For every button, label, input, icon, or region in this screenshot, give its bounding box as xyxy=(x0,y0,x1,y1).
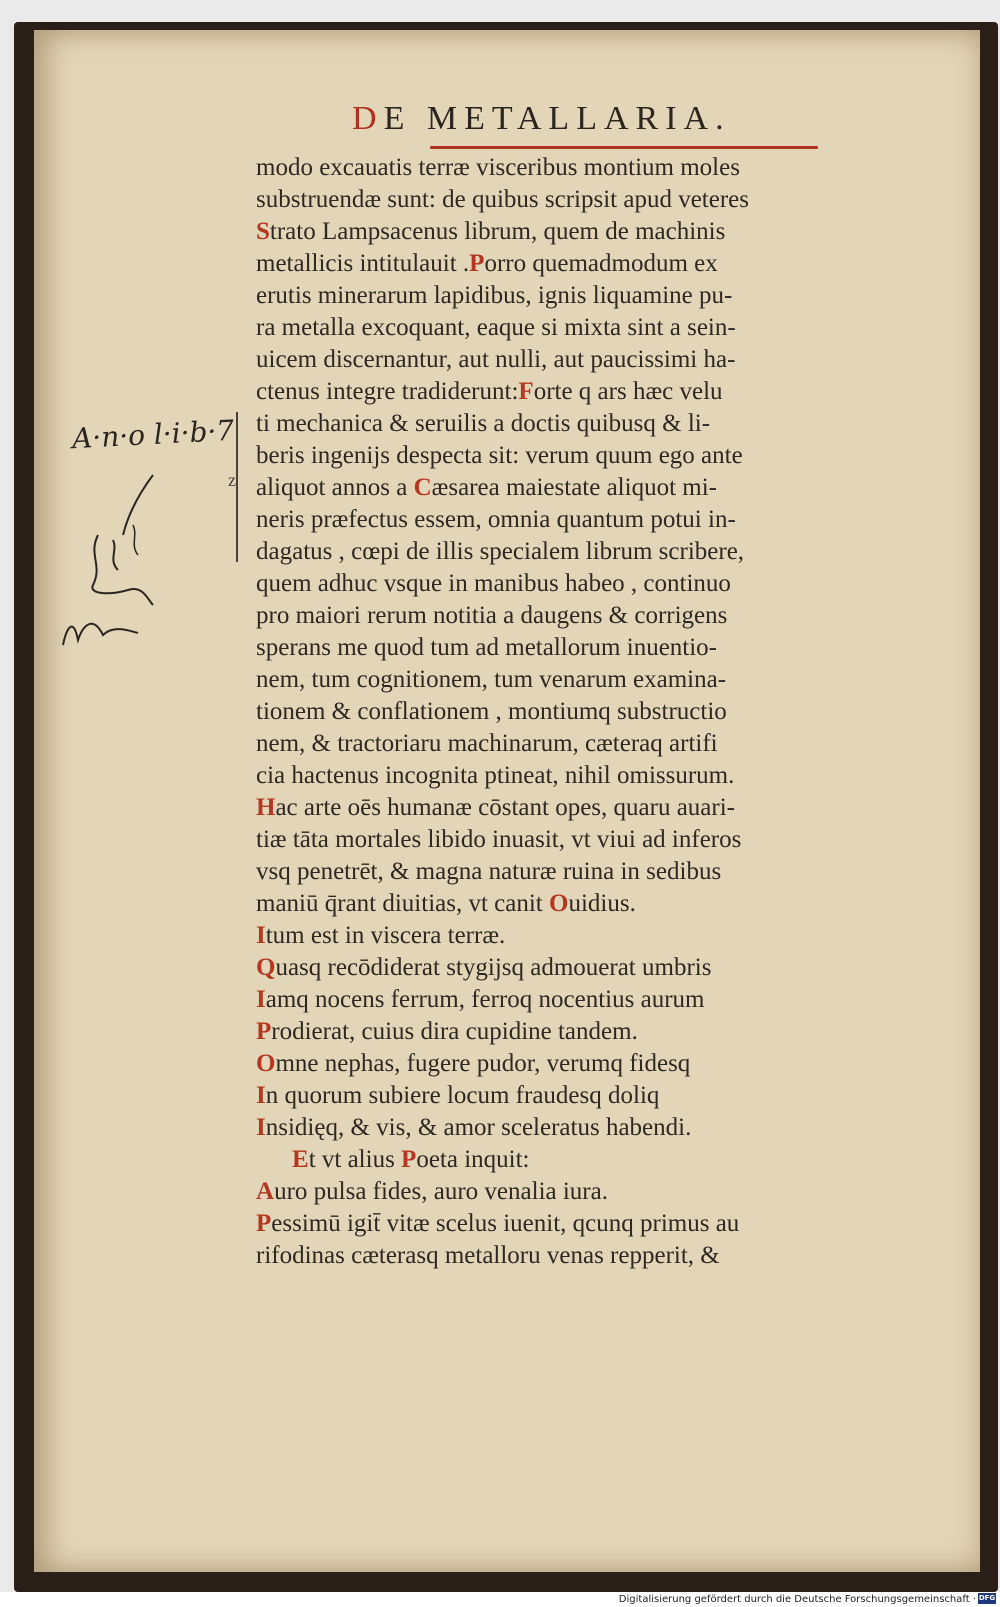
text-line xyxy=(256,216,926,248)
line-text: tum est in viscera terræ. xyxy=(265,922,506,949)
line-text: modo excauatis terræ visceribus montium moles xyxy=(256,154,740,181)
line-text: æsarea maiestate aliquot mi- xyxy=(431,474,717,501)
text-line xyxy=(256,1048,926,1080)
rubricated-initial: I xyxy=(256,1082,266,1109)
text-line xyxy=(256,248,926,280)
line-text: maniū q̄rant diuitias, vt canit xyxy=(256,890,549,917)
header-initial: D xyxy=(352,100,384,137)
line-text: uro pulsa fides, auro venalia iura. xyxy=(274,1178,608,1205)
line-text: tionem & conflationem , montiumq substructio xyxy=(256,698,727,725)
text-line xyxy=(256,536,926,568)
text-line xyxy=(256,152,926,184)
line-text: tiæ tāta mortales libido inuasit, vt viui ad inferos xyxy=(256,826,742,853)
text-line xyxy=(256,184,926,216)
text-line xyxy=(256,824,926,856)
text-line xyxy=(256,1144,926,1176)
line-text: beris ingenijs despecta sit: verum quum ego ante xyxy=(256,442,743,469)
text-line xyxy=(256,312,926,344)
text-line xyxy=(256,1080,926,1112)
line-text: rodierat, cuius dira cupidine tandem. xyxy=(271,1018,638,1045)
line-text: substruendæ sunt: de quibus scripsit apud veteres xyxy=(256,186,749,213)
text-line xyxy=(256,600,926,632)
line-text: neris præfectus essem, omnia quantum potui in- xyxy=(256,506,736,533)
text-line xyxy=(256,888,926,920)
line-text: quem adhuc vsque in manibus habeo , continuo xyxy=(256,570,731,597)
line-text: dagatus , cœpi de illis specialem librum scribere, xyxy=(256,538,745,565)
bracket-mark: z xyxy=(228,470,236,490)
text-line xyxy=(256,1240,926,1272)
text-line xyxy=(256,920,926,952)
line-text: nem, & tractoriaru machinarum, cæteraq artifi xyxy=(256,730,718,757)
rubricated-initial: E xyxy=(292,1146,309,1173)
text-line xyxy=(256,408,926,440)
line-text: essimū igit̄ vitæ scelus iuenit, qcunq primus au xyxy=(271,1210,740,1237)
line-text: amq nocens ferrum, ferroq nocentius aurum xyxy=(265,986,705,1013)
line-text: erutis minerarum lapidibus, ignis liquamine pu- xyxy=(256,282,733,309)
line-text: ctenus integre tradiderunt: xyxy=(256,378,519,405)
line-text: oeta inquit: xyxy=(416,1146,530,1173)
line-text: metallicis intitulauit . xyxy=(256,250,470,277)
rubricated-initial: O xyxy=(256,1050,276,1077)
text-line xyxy=(256,760,926,792)
text-line xyxy=(256,856,926,888)
text-line xyxy=(256,984,926,1016)
text-line xyxy=(256,1112,926,1144)
rubricated-initial: S xyxy=(256,218,270,245)
rubricated-initial: P xyxy=(469,250,485,277)
text-line xyxy=(256,376,926,408)
line-text: ac arte oēs humanæ cōstant opes, quaru auari- xyxy=(275,794,735,821)
text-line xyxy=(256,472,926,504)
line-text: ti mechanica & seruilis a doctis quibusq & li- xyxy=(256,410,711,437)
line-text: nem, tum cognitionem, tum venarum examina- xyxy=(256,666,727,693)
text-line xyxy=(256,344,926,376)
line-text: uicem discernantur, aut nulli, aut paucissimi ha- xyxy=(256,346,736,373)
line-text: uidius. xyxy=(568,890,636,917)
text-line xyxy=(256,952,926,984)
footer-credit: Digitalisierung gefördert durch die Deutsche Forschungsgemeinschaft · xyxy=(618,1594,976,1605)
line-text: pro maiori rerum notitia a daugens & corrigens xyxy=(256,602,728,629)
rubricated-initial: H xyxy=(256,794,276,821)
text-line xyxy=(256,664,926,696)
rubricated-initial: O xyxy=(549,890,569,917)
handwritten-sketch-icon xyxy=(58,465,178,665)
line-text: nsidięq, & vis, & amor sceleratus habendi. xyxy=(265,1114,692,1141)
header-underline xyxy=(430,146,818,149)
rubricated-initial: F xyxy=(518,378,534,405)
text-line xyxy=(256,440,926,472)
line-text: trato Lampsacenus librum, quem de machinis xyxy=(269,218,726,245)
text-line xyxy=(256,632,926,664)
rubricated-initial: I xyxy=(256,922,266,949)
handwritten-margin-note: A·n·o l·i·b·7 xyxy=(71,413,235,456)
line-text: aliquot annos a xyxy=(256,474,414,501)
rubricated-initial: A xyxy=(256,1178,275,1205)
text-line xyxy=(256,728,926,760)
dfg-logo-icon: DFG xyxy=(978,1594,996,1602)
rubricated-initial: I xyxy=(256,986,266,1013)
text-line xyxy=(256,696,926,728)
line-text: vsq penetrēt, & magna naturæ ruina in sedibus xyxy=(256,858,722,885)
body-text xyxy=(256,152,926,1272)
rubricated-initial: C xyxy=(413,474,432,501)
line-text: n quorum subiere locum fraudesq doliq xyxy=(265,1082,660,1109)
text-line xyxy=(256,1176,926,1208)
rubricated-initial: P xyxy=(256,1210,272,1237)
text-line xyxy=(256,792,926,824)
line-text: orro quemadmodum ex xyxy=(484,250,718,277)
line-text: uasq recōdiderat stygijsq admouerat umbris xyxy=(275,954,712,981)
text-line xyxy=(256,280,926,312)
text-line xyxy=(256,1208,926,1240)
line-text: sperans me quod tum ad metallorum inuentio- xyxy=(256,634,718,661)
line-text: rifodinas cæterasq metalloru venas repperit, & xyxy=(256,1242,720,1269)
text-line xyxy=(256,504,926,536)
text-line xyxy=(256,1016,926,1048)
line-text: mne nephas, fugere pudor, verumq fidesq xyxy=(275,1050,691,1077)
text-line xyxy=(256,568,926,600)
rubricated-initial: P xyxy=(256,1018,272,1045)
line-text: cia hactenus incognita ptineat, nihil omissurum. xyxy=(256,762,735,789)
margin-bracket xyxy=(236,412,252,562)
rubricated-initial: P xyxy=(401,1146,417,1173)
line-text: t vt alius xyxy=(308,1146,402,1173)
line-text: orte q ars hæc velu xyxy=(533,378,723,405)
page-header xyxy=(352,100,822,138)
line-text: ra metalla excoquant, eaque si mixta sint a sein- xyxy=(256,314,736,341)
rubricated-initial: Q xyxy=(256,954,276,981)
rubricated-initial: I xyxy=(256,1114,266,1141)
header-title: E METALLARIA. xyxy=(383,100,731,137)
